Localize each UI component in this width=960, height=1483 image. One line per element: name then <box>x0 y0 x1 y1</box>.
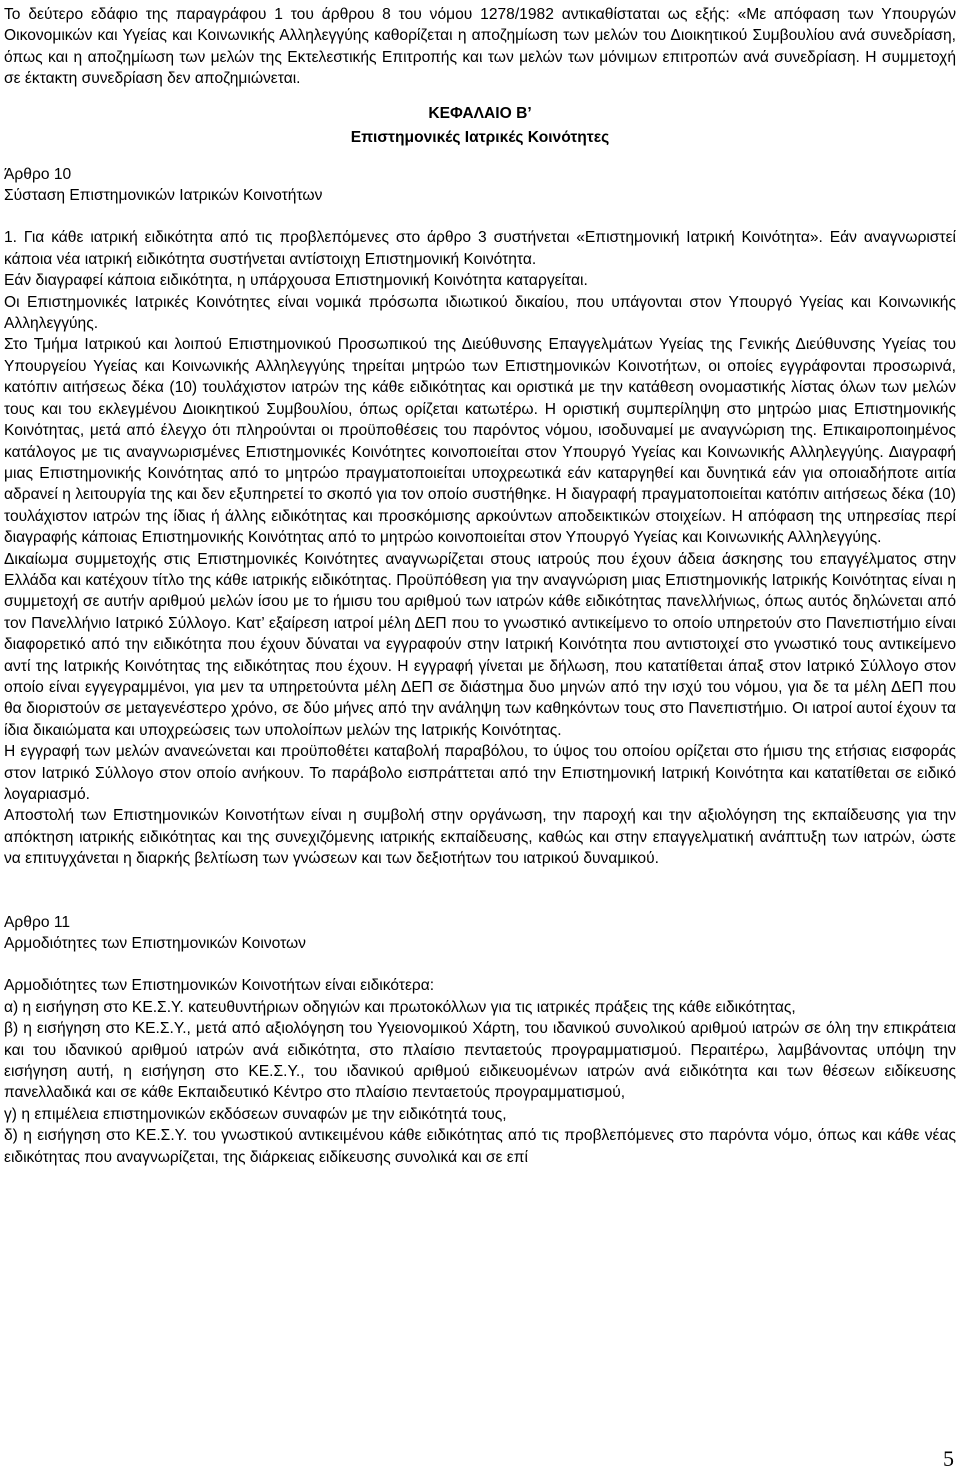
article-11-intro: Αρμοδιότητες των Επιστημονικών Κοινοτήτων είναι ειδικότερα: <box>4 977 435 995</box>
article-10-paragraph: Αποστολή των Επιστημονικών Κοινοτήτων είναι η συμβολή στην οργάνωση, την παροχή και την αξιολόγηση της εκπαίδευσης για την απόκτηση ιατρικής ειδικότητας και της συνεχιζόμενης ιατρικής εκπαίδευσης, καθώς και στην επαγγελματική ανάπτυξη των ιατρών, ώστε να επιτυγχάνεται η διαρκής βελτίωση των γνώσεων και των δεξιοτήτων του ιατρικού δυναμικού. <box>4 807 956 868</box>
spacer <box>4 206 956 227</box>
article-10 <box>4 164 956 870</box>
article-11-item: δ) η εισήγηση στο ΚΕ.Σ.Υ. του γνωστικού αντικειμένου κάθε ειδικότητας από τις προβλεπόμενες στο παρόντα νόμο, όπως και κάθε νέας ειδικότητας που αναγνωρίζεται, της διάρκειας ειδίκευσης συνολικά και σε επί <box>4 1127 956 1166</box>
spacer <box>4 891 956 912</box>
article-10-paragraph: Στο Τμήμα Ιατρικού και λοιπού Επιστημονικού Προσωπικού της Διεύθυνσης Επαγγελμάτων Υγείας της Γενικής Διεύθυνσης Υγείας του Υπουργείου Υγείας και Κοινωνικής Αλληλεγγύης τηρείται μητρώο των Επιστημονικών Κοινοτήτων, οι οποίες εγγράφονται προσωρινά, κατόπιν αιτήσεως δέκα (10) τουλάχιστον ιατρών της κάθε ειδικότητας και οριστικά με την κατάθεση ονομαστικής λίστας όλων των μελών τους και του εκλεγμένου Διοικητικού Συμβουλίου, όπως ορίζεται κατωτέρω. Η οριστική συμπερίληψη στο μητρώο μιας Επιστημονικής Κοινότητας, μετά από έλεγχο ότι πληρούνται οι προϋποθέσεις του παρόντος νόμου, ισοδυναμεί με αναγνώριση της. Επικαιροποιημένος κατάλογος με τις αναγνωρισμένες Επιστημονικές Κοινότητες κοινοποιείται στον Υπουργό Υγείας και Κοινωνικής Αλληλεγγύης. Διαγραφή μιας Επιστημονικής Κοινότητας από το μητρώο πραγματοποιείται υποχρεωτικά εάν καταργηθεί και δυνητικά εάν για οποιαδήποτε αιτία αδρανεί η λειτουργία της και δεν εξυπηρετεί το σκοπό για τον οποίο συστήθηκε. Η διαγραφή πραγματοποιείται κατόπιν αιτήσεως δέκα (10) τουλάχιστον ιατρών της ίδιας ή άλλης ειδικότητας και προσκόμισης αρκούντων αποδεικτικών στοιχείων. Η απόφαση της υπηρεσίας περί διαγραφής κάποιας Επιστημονικής Κοινότητας από το μητρώο κοινοποιείται στον Υπουργό Υγείας και Κοινωνικής Αλληλεγγύης. <box>4 336 956 547</box>
article-11 <box>4 912 956 1168</box>
article-11-item: α) η εισήγηση στο ΚΕ.Σ.Υ. κατευθυντήριων οδηγιών και πρωτοκόλλων για τις ιατρικές πράξεις της κάθε ειδικότητας, <box>4 998 796 1016</box>
article-11-item: β) η εισήγηση στο ΚΕ.Σ.Υ., μετά από αξιολόγηση του Υγειονομικού Χάρτη, του ιδανικού συνολικού αριθμού ιατρών σε όλη την επικράτεια και του ιδανικού αριθμού ιατρών ανά ειδικότητα, στο πλαίσιο πενταετούς προγραμματισμού. Περαιτέρω, λαμβάνοντας υπόψη την εισήγηση αυτή, η εισήγηση στο ΚΕ.Σ.Υ., του ιδανικού αριθμού ειδικευομένων ιατρών ανά ειδικότητα και των θέσεων ειδίκευσης πανελλαδικά και σε κάθε Εκπαιδευτικό Κέντρο στο πλαίσιο πενταετούς προγραμματισμού, <box>4 1020 956 1102</box>
article-11-label: Αρθρο 11 <box>4 913 71 931</box>
article-10-paragraph: 1. Για κάθε ιατρική ειδικότητα από τις προβλεπόμενες στο άρθρο 3 συστήνεται «Επιστημονική Ιατρική Κοινότητα». Εάν αναγνωριστεί κάποια νέα ιατρική ειδικότητα συστήνεται αντίστοιχη Επιστημονική Κοινότητα. <box>4 229 956 268</box>
intro-paragraph: Το δεύτερο εδάφιο της παραγράφου 1 του άρθρου 8 του νόμου 1278/1982 αντικαθίσταται ως εξής: «Με απόφαση των Υπουργών Οικονομικών και Υγείας και Κοινωνικής Αλληλεγγύης καθορίζεται η αποζημίωση των μελών του Διοικητικού Συμβουλίου ανά συνεδρίαση, όπως και η αποζημίωση των μελών της Εκτελεστικής Επιτροπής και των μελών των μόνιμων επιτροπών ανά συνεδρίαση. Η συμμετοχή σε έκτακτη συνεδρίαση δεν αποζημιώνεται. <box>4 6 956 88</box>
article-10-paragraph: Οι Επιστημονικές Ιατρικές Κοινότητες είναι νομικά πρόσωπα ιδιωτικού δικαίου, που υπάγονται στον Υπουργό Υγείας και Κοινωνικής Αλληλεγγύης. <box>4 293 956 333</box>
chapter-subtitle: Επιστημονικές Ιατρικές Κοινότητες <box>350 128 610 146</box>
chapter-heading <box>4 102 956 150</box>
page-number: 5 <box>943 1446 954 1471</box>
article-10-paragraph: Εάν διαγραφεί κάποια ειδικότητα, η υπάρχουσα Επιστημονική Κοινότητα καταργείται. <box>4 272 588 290</box>
article-11-item: γ) η επιμέλεια επιστημονικών εκδόσεων συναφών με την ειδικότητά τους, <box>4 1105 507 1123</box>
chapter-title: ΚΕΦΑΛΑΙΟ Β’ <box>428 104 532 122</box>
document-page <box>4 4 956 1168</box>
spacer <box>4 870 956 891</box>
spacer <box>4 954 956 975</box>
article-10-paragraph: Δικαίωμα συμμετοχής στις Επιστημονικές Κοινότητες αναγνωρίζεται στους ιατρούς που έχουν άδεια άσκησης του επαγγέλματος στην Ελλάδα και κατέχουν τίτλο της κάθε ιατρικής ειδικότητας. Προϋπόθεση για την αναγνώριση μιας Επιστημονικής Ιατρικής Κοινότητας είναι η συμμετοχή σε αυτήν αριθμού μελών ίσου με το ήμισυ του αριθμού των ιατρών κάθε ειδικότητας πανελλήνιως, όπως αυτός δηλώνεται από τον Πανελλήνιο Ιατρικό Σύλλογο. Κατ’ εξαίρεση ιατροί μέλη ΔΕΠ που το γνωστικό αντικείμενο το οποίο υπηρετούν στο Πανεπιστήμιο είναι διαφορετικό από την ειδικότητα που έχουν δύναται να εγγραφούν στην Ιατρική Κοινότητα που αντιστοιχεί στο γνωστικό τους αντικείμενο αντί της Ιατρικής Κοινότητας της ειδικότητας που έχουν. Η εγγραφή γίνεται με δήλωση, που κατατίθεται άπαξ στον Ιατρικό Σύλλογο στον οποίο είναι εγγεγραμμένοι, για μεν τα υπηρετούντα μέλη ΔΕΠ σε διάστημα δυο μηνών από την ισχύ του νόμου, για δε τα μέλη ΔΕΠ που θα διοριστούν σε μεταγενέστερο χρόνο, σε δύο μήνες από την ανάληψη των καθηκόντων τους στο Πανεπιστήμιο. Οι ιατροί αυτοί έχουν τα ίδια δικαιώματα και υποχρεώσεις των υπολοίπων μελών της Ιατρικής Κοινότητας. <box>4 550 956 739</box>
article-10-label: Άρθρο 10 <box>4 165 72 183</box>
article-10-title: Σύσταση Επιστημονικών Ιατρικών Κοινοτήτων <box>4 187 323 205</box>
article-10-paragraph: Η εγγραφή των μελών ανανεώνεται και προϋποθέτει καταβολή παραβόλου, το ύψος του οποίου ορίζεται στο ήμισυ της ετήσιας εισφοράς στον Ιατρικό Σύλλογο στον οποίο ανήκουν. Το παράβολο εισπράττεται από την Επιστημονική Ιατρική Κοινότητα και κατατίθεται σε ειδικό λογαριασμό. <box>4 743 956 803</box>
article-11-title: Αρμοδιότητες των Επιστημονικών Κοινοτων <box>4 935 306 953</box>
